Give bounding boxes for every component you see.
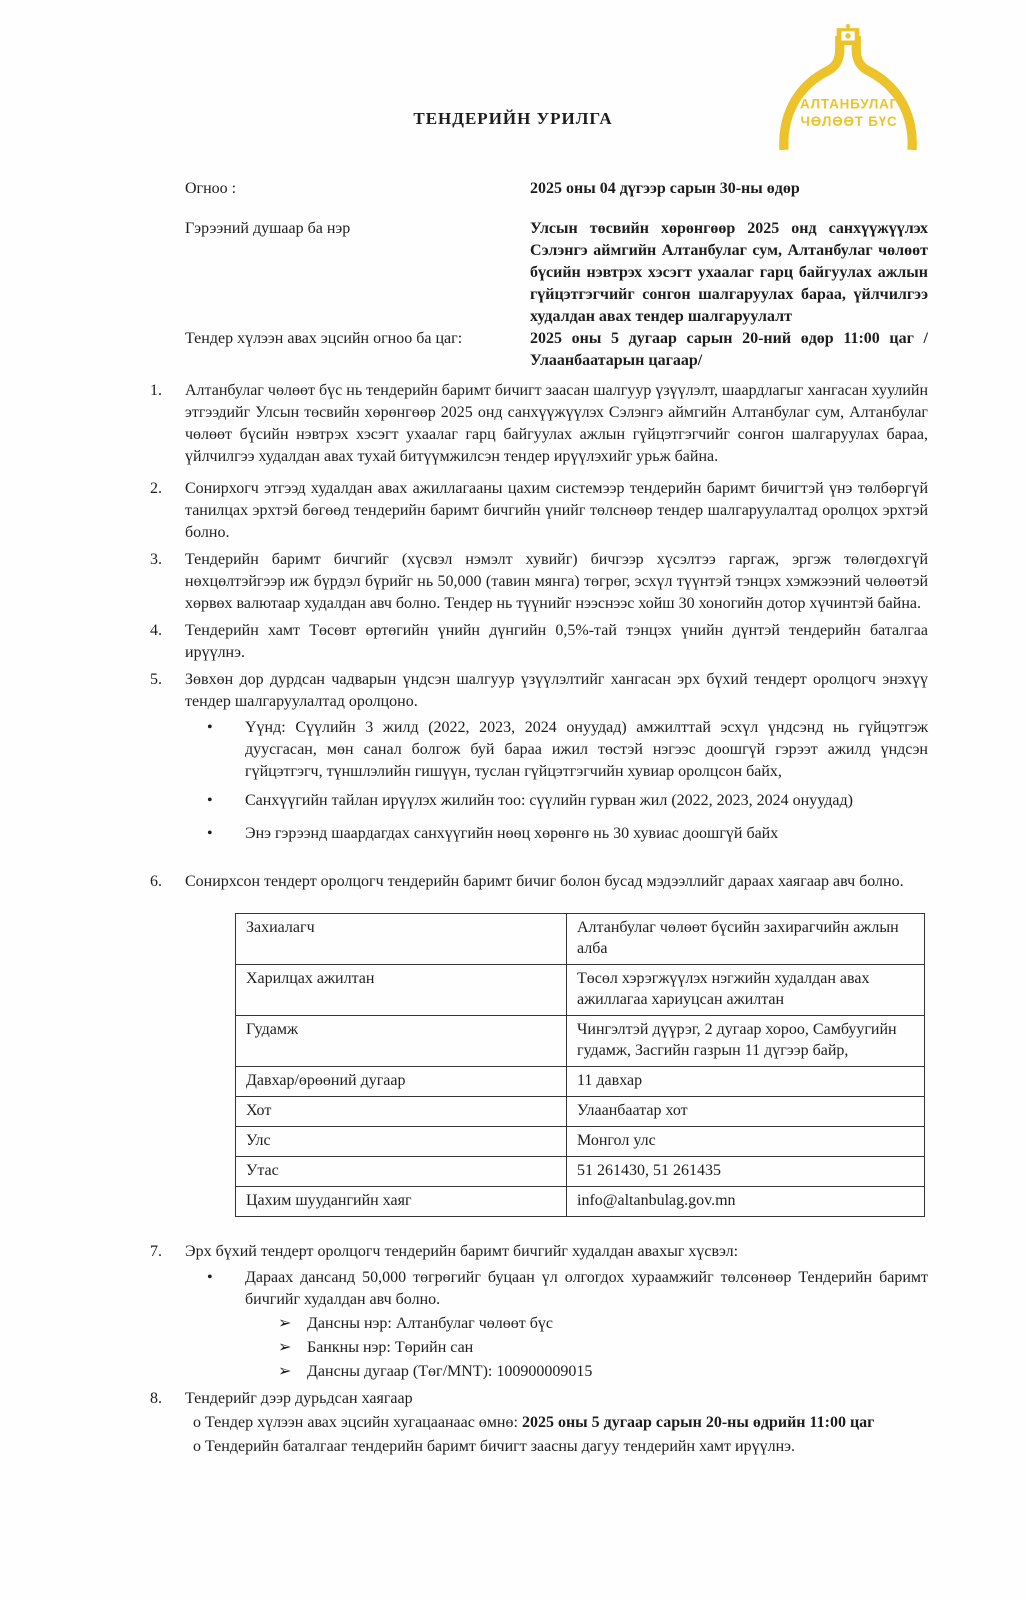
meta-row-date (185, 178, 928, 200)
row-label: Улс (236, 1127, 567, 1157)
table-row (236, 1127, 925, 1157)
table-row (236, 1097, 925, 1127)
bullet-text (245, 1267, 928, 1383)
document-header (0, 0, 1026, 178)
contract-name-label: Гэрээний душаар ба нэр (185, 220, 351, 237)
meta-section (185, 178, 928, 372)
arrow-item (245, 1337, 928, 1359)
altanbulag-free-zone-logo-icon (770, 24, 926, 152)
arrow-item (245, 1361, 928, 1383)
arrow-text: Банкны нэр: Төрийн сан (307, 1339, 474, 1356)
item-body (185, 1388, 928, 1458)
item-number: 2. (150, 480, 162, 497)
guarantee-subline (185, 1436, 928, 1458)
row-value: Улаанбаатар хот (567, 1097, 925, 1127)
contract-name-value: Улсын төсвийн хөрөнгөөр 2025 онд санхүүжүүлэх Сэлэнгэ аймгийн Алтанбулаг сум, Алтанбулаг чөлөөт бүсийн нэвтрэх хэсэгт ухаалаг гарц байгуулах ажлын гүйцэтгэгчийг сонгон шалгаруулах бараа, үйлчилгээ худалдан авах тендер шалгаруулалт (530, 220, 928, 325)
arrow-icon: ➢ (278, 1339, 292, 1356)
item-number: 4. (150, 622, 162, 639)
list-item-6 (150, 871, 928, 893)
tender-conditions-list (150, 380, 928, 1458)
date-value: 2025 оны 04 дүгээр сарын 30-ны өдөр (530, 180, 800, 197)
logo-text-line1: АЛТАНБУЛАГ (800, 96, 899, 112)
table-row (236, 1016, 925, 1067)
item-text: Тендерийн баримт бичгийг (хүсвэл нэмэлт хувийг) бичгээр хүсэлтээ гаргаж, эргэж төлөгдөхгүй нөхцөлтэйгээр иж бүрдэл бүрийг нь 50,000 (тавин мянга) төгрөг, эсхүл түүнтэй тэнцэх хэмжээний чөлөөтэй хөрвөх валютаар худалдан авч болно. Тендер нь түүнийг нээснээс хойш 30 хоногийн дотор хүчинтэй байна. (185, 551, 928, 612)
row-label: Давхар/өрөөний дугаар (236, 1067, 567, 1097)
item-text: Эрх бүхий тендерт оролцогч тендерийн баримт бичгийг худалдан авахыг хүсвэл: (185, 1243, 739, 1260)
list-item-3 (150, 549, 928, 615)
logo-text-line2: ЧӨЛӨӨТ БҮС (800, 114, 898, 130)
item-text: Зөвхөн дор дурдсан чадварын үндсэн шалгуур үзүүлэлтийг хангасан эрх бүхий тендерт оролцогч энэхүү тендер шалгаруулалтад оролцоно. (185, 671, 928, 710)
table-row (236, 914, 925, 965)
meta-row-contract-name (185, 218, 928, 328)
bullet-item (185, 823, 928, 845)
bullet-icon: • (207, 719, 213, 736)
gate-arch-icon (784, 41, 912, 150)
table-row (236, 1067, 925, 1097)
row-value: Чингэлтэй дүүрэг, 2 дугаар хороо, Самбуугийн гудамж, Засгийн газрын 11 дүгээр байр, (567, 1016, 925, 1067)
item-text: Тендерийн хамт Төсөвт өртөгийн үнийн дүнгийн 0,5%-тай тэнцэх үнийн дүнтэй тендерийн баталгаа ирүүлнэ. (185, 622, 928, 661)
row-label: Хот (236, 1097, 567, 1127)
table-row (236, 1157, 925, 1187)
item-number: 7. (150, 1243, 162, 1260)
arrow-text: Дансны дугаар (Төг/MNT): 100900009015 (307, 1363, 593, 1380)
subline-prefix: о Тендер хүлээн авах эцсийн хугацаанаас өмнө: (193, 1414, 522, 1431)
row-label: Гудамж (236, 1016, 567, 1067)
contact-table (235, 913, 925, 1217)
row-label: Утас (236, 1157, 567, 1187)
item-number: 6. (150, 873, 162, 890)
list-item-4 (150, 620, 928, 664)
deadline-label: Тендер хүлээн авах эцсийн огноо ба цаг: (185, 330, 463, 347)
list-item-7 (150, 1241, 928, 1383)
item-body (185, 1241, 928, 1383)
row-value: Монгол улс (567, 1127, 925, 1157)
row-label: Цахим шуудангийн хаяг (236, 1187, 567, 1217)
list-item-1 (150, 380, 928, 468)
deadline-value: 2025 оны 5 дугаар сарын 20-ний өдөр 11:00 цаг /Улаанбаатарын цагаар/ (530, 330, 928, 369)
item-number: 1. (150, 382, 162, 399)
bullet-text: Үүнд: Сүүлийн 3 жилд (2022, 2023, 2024 онуудад) амжилттай эсхүл үндсэнд нь гүйцэтгэж дуусгасан, мөн санал болгож буй бараа ижил төстэй нэгээс доошгүй гэрээт ажилд үндсэн гүйцэтгэгч, түншлэлийн гишүүн, туслан гүйцэтгэгчийн хувиар оролцсон байх, (245, 719, 928, 780)
bullet-text: Энэ гэрээнд шаардагдах санхүүгийн нөөц хөрөнгө нь 30 хувиас доошгүй байх (245, 825, 779, 842)
bullet-icon: • (207, 1269, 213, 1286)
item-text: Сонирхсон тендерт оролцогч тендерийн баримт бичиг болон бусад мэдээллийг дараах хаягаар авч болно. (185, 873, 904, 890)
arrow-icon: ➢ (278, 1315, 292, 1332)
bullet-icon: • (207, 825, 213, 842)
date-label: Огноо : (185, 180, 237, 197)
deadline-subline (185, 1412, 928, 1434)
bullet-text: Санхүүгийн тайлан ирүүлэх жилийн тоо: сүүлийн гурван жил (2022, 2023, 2024 онуудад) (245, 792, 853, 809)
bullet-icon: • (207, 792, 213, 809)
item-number: 8. (150, 1390, 162, 1407)
page-title: ТЕНДЕРИЙН УРИЛГА (413, 109, 613, 128)
item-number: 5. (150, 671, 162, 688)
subline-bold-deadline: 2025 оны 5 дугаар сарын 20-ны өдрийн 11:00 цаг (521, 1414, 875, 1431)
table-row (236, 1187, 925, 1217)
list-item-2 (150, 478, 928, 544)
item-text: Сонирхогч этгээд худалдан авах ажиллагааны цахим системээр тендерийн баримт бичигтэй үнэ төлбөргүй танилцах эрхтэй бөгөөд тендерийн баримт бичгийн үнийг төлснөөр тендер шалгаруулалтад оролцох эрхтэй болно. (185, 480, 928, 541)
arrow-text: Дансны нэр: Алтанбулаг чөлөөт бүс (307, 1315, 553, 1332)
row-value: info@altanbulag.gov.mn (567, 1187, 925, 1217)
bullet-item (185, 1267, 928, 1383)
item-number: 3. (150, 551, 162, 568)
bullet-paragraph: Дараах дансанд 50,000 төгрөгийг буцаан үл олгогдох хураамжийг төлсөнөөр Тендерийн баримт бичгийг худалдан авч болно. (245, 1269, 928, 1308)
arrow-icon: ➢ (278, 1363, 292, 1380)
table-row (236, 965, 925, 1016)
list-item-8 (150, 1388, 928, 1458)
row-value: Алтанбулаг чөлөөт бүсийн захирагчийн ажлын алба (567, 914, 925, 965)
bullet-item (185, 790, 928, 812)
row-label: Захиалагч (236, 914, 567, 965)
row-value: Төсөл хэрэгжүүлэх нэгжийн худалдан авах ажиллагаа хариуцсан ажилтан (567, 965, 925, 1016)
row-label: Харилцах ажилтан (236, 965, 567, 1016)
tower-emblem-icon (845, 33, 850, 38)
list-item-5 (150, 669, 928, 845)
item-text: Тендерийг дээр дурьдсан хаягаар (185, 1390, 413, 1407)
arrow-item (245, 1313, 928, 1335)
item-body (185, 669, 928, 845)
subline-prefix: о Тендерийн баталгааг тендерийн баримт бичигт заасны дагуу тендерийн хамт ирүүлнэ. (193, 1438, 796, 1455)
row-value: 51 261430, 51 261435 (567, 1157, 925, 1187)
meta-row-deadline (185, 328, 928, 372)
spire-dot-icon (846, 24, 850, 28)
bullet-item (185, 717, 928, 783)
item-text: Алтанбулаг чөлөөт бүс нь тендерийн баримт бичигт заасан шалгуур үзүүлэлт, шаардлагыг хангасан хуулийн этгээдийг Улсын төсвийн хөрөнгөөр 2025 онд санхүүжүүлэх Сэлэнгэ аймгийн Алтанбулаг сум, Алтанбулаг чөлөөт бүсийн нэвтрэх хэсэгт ухаалаг гарц байгуулах ажлын гүйцэтгэгчийг сонгон шалгаруулах бараа, үйлчилгээ худалдан авах тухай битүүмжилсэн тендер ирүүлэхийг урьж байна. (185, 382, 928, 465)
row-value: 11 давхар (567, 1067, 925, 1097)
